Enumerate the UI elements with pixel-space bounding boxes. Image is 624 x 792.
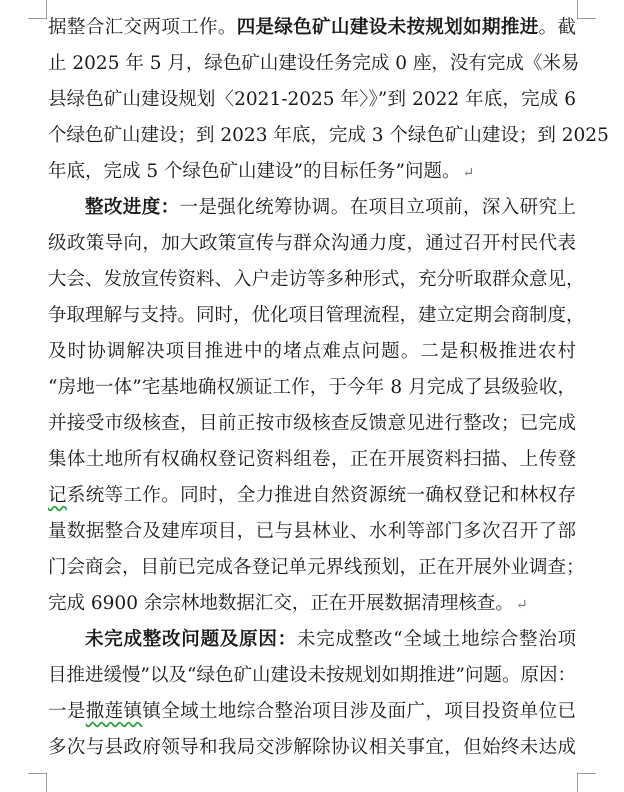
text-line: 县绿色矿山建设规划〈2021-2025 年〉》”到 2022 年底，完成 6: [48, 89, 576, 110]
text-run: 年底，完成 5 个绿色矿山建设”的目标任务”问题。: [48, 161, 461, 182]
paragraph-mark-icon: ↵: [515, 597, 528, 613]
document-body[interactable]: [48, 10, 609, 766]
text-line: 目推进缓慢”以及“绿色矿山建设未按规划如期推进”问题。原因：: [48, 665, 576, 686]
text-line: 止 2025 年 5 月，绿色矿山建设任务完成 0 座，没有完成《米易: [48, 53, 580, 74]
text-line: 级政策导向，加大政策宣传与群众沟通力度，通过召开村民代表: [48, 233, 576, 254]
text-line: [48, 154, 576, 190]
bold-run: 四是绿色矿山建设未按规划如期推进: [236, 17, 539, 38]
text-line: [48, 622, 576, 658]
text-line: “房地一体”宅基地确权颁证工作，于今年 8 月完成了县级验收，: [48, 377, 576, 398]
text-run: 完成 6900 余宗林地数据汇交，正在开展数据清理核查。: [48, 593, 514, 614]
text-run: 镇全域土地综合整治项目涉及面广，项目投资单位已: [142, 701, 576, 722]
text-line: [48, 694, 576, 730]
text-line: 争取理解与支持。同时，优化项目管理流程，建立定期会商制度，: [48, 305, 585, 326]
paragraph-heading: 整改进度：: [85, 197, 180, 218]
text-run: 。截: [538, 17, 576, 38]
text-run: 据整合汇交两项工作。: [48, 17, 237, 38]
crop-mark-top-right: [577, 0, 596, 19]
text-line: 个绿色矿山建设；到 2023 年底，完成 3 个绿色矿山建设；到 2025: [48, 125, 609, 146]
crop-mark-bottom-right: [577, 773, 596, 792]
text-line: 多次与县政府领导和我局交涉解除协议相关事宜，但始终未达成: [48, 737, 576, 758]
text-line: [48, 478, 576, 514]
text-line: 集体土地所有权确权登记资料组卷，正在开展资料扫描、上传登: [48, 449, 576, 470]
spellcheck-underlined-run: 撒莲镇: [85, 701, 143, 722]
spellcheck-underlined-run: 记: [48, 485, 67, 506]
text-line: 大会、发放宣传资料、入户走访等多种形式，充分听取群众意见，: [48, 269, 585, 290]
crop-mark-top-left: [28, 0, 47, 19]
crop-mark-bottom-left: [28, 773, 47, 792]
text-run: 一是: [48, 701, 86, 722]
text-line: 门会商会，目前已完成各登记单元界线预划，正在开展外业调查；: [48, 557, 585, 578]
paragraph-heading: 未完成整改问题及原因：: [85, 629, 297, 650]
text-line: 并接受市级核查，目前正按市级核查反馈意见进行整改；已完成: [48, 413, 576, 434]
text-line: [48, 10, 576, 46]
paragraph-mark-icon: ↵: [462, 165, 475, 181]
text-line: [48, 586, 576, 622]
text-line: 量数据整合及建库项目，已与县林业、水利等部门多次召开了部: [48, 521, 576, 542]
text-run: 未完成整改“全域土地综合整治项: [296, 629, 576, 650]
text-run: 系统等工作。同时，全力推进自然资源统一确权登记和林权存: [66, 485, 576, 506]
text-run: 一是强化统筹协调。在项目立项前，深入研究上: [179, 197, 576, 218]
text-line: [48, 190, 576, 226]
text-line: 及时协调解决项目推进中的堵点难点问题。二是积极推进农村: [48, 341, 576, 362]
